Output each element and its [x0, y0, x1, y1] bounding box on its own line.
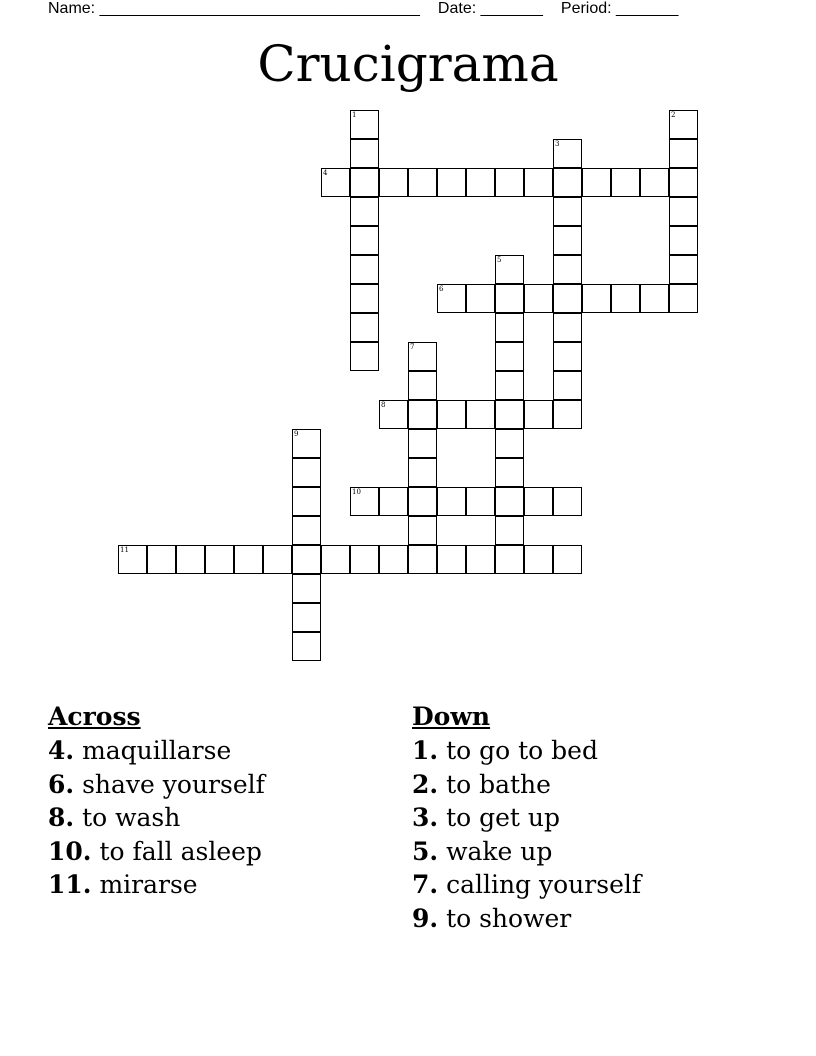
crossword-cell[interactable] [292, 574, 321, 603]
crossword-cell[interactable] [611, 284, 640, 313]
crossword-cell[interactable] [669, 139, 698, 168]
clue-number-label: 8 [381, 401, 386, 409]
crossword-cell[interactable] [292, 458, 321, 487]
clue-down-5 [412, 835, 641, 869]
clue-text: to fall asleep [99, 836, 262, 866]
page-title: Crucigrama [257, 35, 559, 93]
crossword-cell[interactable] [350, 342, 379, 371]
crossword-cell[interactable] [292, 429, 321, 458]
crossword-cell[interactable] [640, 284, 669, 313]
crossword-cell[interactable] [495, 255, 524, 284]
clue-number: 5. [412, 836, 439, 866]
clue-across-4 [48, 734, 265, 768]
crossword-cell[interactable] [669, 197, 698, 226]
clue-number-label: 10 [352, 488, 361, 496]
crossword-cell[interactable] [292, 487, 321, 516]
clue-number-label: 9 [294, 430, 299, 438]
clue-down-1 [412, 734, 641, 768]
crossword-cell[interactable] [437, 284, 466, 313]
clue-down-2 [412, 768, 641, 802]
crossword-cell[interactable] [263, 545, 292, 574]
crossword-cell[interactable] [437, 545, 466, 574]
crossword-cell[interactable] [582, 168, 611, 197]
clue-text: shave yourself [82, 769, 265, 799]
crossword-cell[interactable] [408, 487, 437, 516]
crossword-cell[interactable] [379, 545, 408, 574]
clue-number-label: 6 [439, 285, 444, 293]
crossword-cell[interactable] [553, 371, 582, 400]
clue-number: 8. [48, 803, 75, 832]
period-field[interactable]: Period: _______ [560, 0, 679, 17]
crossword-cell[interactable] [379, 487, 408, 516]
clue-text: to shower [446, 903, 572, 933]
clue-down-9 [412, 902, 641, 936]
clue-down-7 [412, 868, 641, 902]
crossword-cell[interactable] [466, 400, 495, 429]
crossword-cell[interactable] [553, 487, 582, 516]
crossword-cell[interactable] [495, 400, 524, 429]
crossword-cell[interactable] [553, 313, 582, 342]
clue-text: to wash [82, 803, 181, 832]
crossword-cell[interactable] [321, 545, 350, 574]
crossword-cell[interactable] [466, 545, 495, 574]
crossword-cell[interactable] [292, 632, 321, 661]
clue-number: 7. [412, 870, 439, 899]
crossword-cell[interactable] [495, 313, 524, 342]
crossword-cell[interactable] [669, 284, 698, 313]
clue-number-label: 3 [555, 140, 560, 148]
crossword-cell[interactable] [553, 400, 582, 429]
crossword-cell[interactable] [553, 545, 582, 574]
clue-text: wake up [446, 836, 553, 866]
crossword-cell[interactable] [408, 545, 437, 574]
crossword-cell[interactable] [553, 255, 582, 284]
crossword-cell[interactable] [466, 487, 495, 516]
crossword-cell[interactable] [553, 139, 582, 168]
crossword-cell[interactable] [350, 255, 379, 284]
crossword-cell[interactable] [321, 168, 350, 197]
crossword-cell[interactable] [408, 400, 437, 429]
crossword-cell[interactable] [495, 284, 524, 313]
crossword-cell[interactable] [669, 168, 698, 197]
clue-down-3 [412, 801, 641, 835]
clue-number: 11. [48, 870, 92, 899]
clue-number-label: 4 [323, 169, 328, 177]
clue-number: 10. [48, 836, 92, 866]
crossword-cell[interactable] [292, 603, 321, 632]
clue-number: 3. [412, 803, 439, 832]
crossword-cell[interactable] [524, 400, 553, 429]
crossword-cell[interactable] [437, 400, 466, 429]
crossword-cell[interactable] [524, 545, 553, 574]
crossword-cell[interactable] [350, 284, 379, 313]
crossword-cell[interactable] [350, 313, 379, 342]
crossword-cell[interactable] [669, 110, 698, 139]
clue-number-label: 1 [352, 111, 357, 119]
crossword-cell[interactable] [147, 545, 176, 574]
crossword-cell[interactable] [379, 400, 408, 429]
crossword-cell[interactable] [582, 284, 611, 313]
crossword-cell[interactable] [408, 516, 437, 545]
clue-text: to go to bed [446, 736, 598, 765]
crossword-cell[interactable] [350, 487, 379, 516]
crossword-cell[interactable] [408, 342, 437, 371]
crossword-cell[interactable] [466, 284, 495, 313]
crossword-cell[interactable] [495, 168, 524, 197]
crossword-cell[interactable] [524, 487, 553, 516]
crossword-cell[interactable] [408, 371, 437, 400]
clue-text: to get up [446, 803, 561, 832]
crossword-cell[interactable] [176, 545, 205, 574]
crossword-cell[interactable] [292, 516, 321, 545]
clue-across-10 [48, 835, 265, 869]
crossword-cell[interactable] [553, 226, 582, 255]
crossword-cell[interactable] [118, 545, 147, 574]
crossword-cell[interactable] [495, 545, 524, 574]
crossword-cell[interactable] [495, 371, 524, 400]
clue-number-label: 7 [410, 343, 415, 351]
crossword-cell[interactable] [669, 226, 698, 255]
clue-across-8 [48, 801, 265, 835]
clue-number: 1. [412, 736, 439, 765]
clue-number-label: 5 [497, 256, 502, 264]
crossword-cell[interactable] [495, 458, 524, 487]
clue-number-label: 11 [120, 546, 129, 554]
across-heading: Across [48, 702, 141, 731]
crossword-cell[interactable] [408, 168, 437, 197]
crossword-cell[interactable] [524, 284, 553, 313]
down-heading: Down [412, 702, 491, 731]
crossword-cell[interactable] [292, 545, 321, 574]
clue-text: calling yourself [446, 870, 642, 899]
crossword-cell[interactable] [350, 545, 379, 574]
crossword-cell[interactable] [553, 168, 582, 197]
down-clues [412, 700, 641, 935]
name-field[interactable]: Name: ____________________________________ [48, 0, 420, 17]
crossword-cell[interactable] [611, 168, 640, 197]
clue-number: 6. [48, 769, 75, 799]
crossword-cell[interactable] [350, 139, 379, 168]
clue-number: 4. [48, 736, 75, 765]
crossword-cell[interactable] [350, 168, 379, 197]
crossword-cell[interactable] [669, 255, 698, 284]
clue-number: 2. [412, 769, 439, 799]
crossword-cell[interactable] [350, 197, 379, 226]
crossword-cell[interactable] [495, 487, 524, 516]
clue-text: maquillarse [82, 736, 232, 765]
clue-across-6 [48, 768, 265, 802]
crossword-cell[interactable] [205, 545, 234, 574]
crossword-cell[interactable] [524, 168, 553, 197]
clue-number-label: 2 [671, 111, 676, 119]
crossword-cell[interactable] [234, 545, 263, 574]
crossword-cell[interactable] [408, 458, 437, 487]
across-clues [48, 700, 265, 902]
crossword-cell[interactable] [350, 110, 379, 139]
crossword-cell[interactable] [379, 168, 408, 197]
crossword-cell[interactable] [553, 342, 582, 371]
crossword-cell[interactable] [408, 429, 437, 458]
crossword-cell[interactable] [553, 197, 582, 226]
clue-text: to bathe [446, 769, 551, 799]
crossword-cell[interactable] [350, 226, 379, 255]
clue-text: mirarse [99, 870, 198, 899]
crossword-cell[interactable] [437, 487, 466, 516]
crossword-cell[interactable] [437, 168, 466, 197]
crossword-cell[interactable] [553, 284, 582, 313]
crossword-cell[interactable] [495, 342, 524, 371]
clue-number: 9. [412, 903, 439, 933]
crossword-cell[interactable] [495, 429, 524, 458]
clue-across-11 [48, 868, 265, 902]
crossword-cell[interactable] [495, 516, 524, 545]
crossword-cell[interactable] [640, 168, 669, 197]
crossword-cell[interactable] [466, 168, 495, 197]
date-field[interactable]: Date: _______ [437, 0, 543, 17]
